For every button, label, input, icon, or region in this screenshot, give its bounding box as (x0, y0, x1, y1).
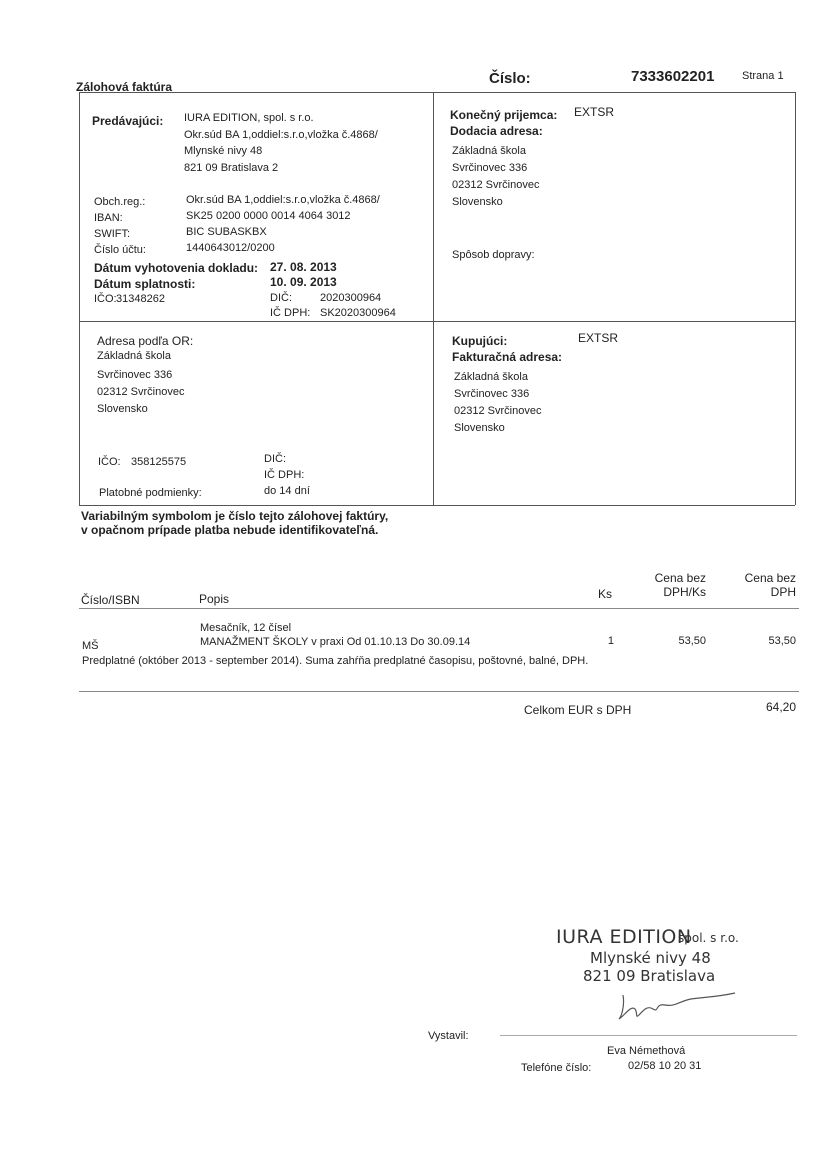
stamp-company-suffix: spol. s r.o. (678, 931, 739, 945)
seller-ico-label: IČO: (94, 293, 117, 305)
item-unit-price: 53,50 (678, 635, 706, 647)
box-middle-border (79, 321, 795, 322)
swift-label: SWIFT: (94, 228, 131, 240)
table-bottom-divider (79, 691, 799, 692)
iban-label: IBAN: (94, 212, 123, 224)
total-value: 64,20 (765, 700, 796, 714)
invoice-address-label: Fakturačná adresa: (452, 350, 563, 364)
col-header-unit-price: Cena bez (654, 571, 706, 585)
col-header-total-price: Cena bez (744, 571, 796, 585)
delivery-line: 02312 Svrčinovec (452, 179, 540, 191)
item-code: MŠ (82, 640, 99, 652)
signature (605, 975, 745, 1025)
delivery-line: Slovensko (452, 196, 503, 208)
phone-value: 02/58 10 20 31 (628, 1060, 702, 1072)
box-right-border (795, 92, 796, 505)
seller-dic-label: DIČ: (270, 292, 292, 304)
stamp-street: Mlynské nivy 48 (590, 949, 711, 967)
reg-value: Okr.súd BA 1,oddiel:s.r.o,vložka č.4868/ (186, 194, 380, 206)
item-qty: 1 (607, 635, 614, 647)
issue-date: 27. 08. 2013 (270, 260, 337, 274)
col-header-total-price: DPH (770, 585, 796, 599)
seller-line: Mlynské nivy 48 (184, 145, 263, 157)
transport-label: Spôsob dopravy: (452, 249, 535, 261)
col-header-isbn: Číslo/ISBN (81, 593, 140, 607)
variable-symbol-notice: Variabilným symbolom je číslo tejto zálohovej faktúry, (81, 509, 389, 523)
seller-line: IURA EDITION, spol. s r.o. (184, 112, 314, 124)
account-label: Číslo účtu: (94, 244, 146, 256)
box-center-divider (433, 92, 434, 505)
due-date: 10. 09. 2013 (270, 275, 337, 289)
recipient-label: Konečný prijemca: (450, 108, 558, 122)
or-address-line: 02312 Svrčinovec (97, 386, 185, 398)
payment-terms-label: Platobné podmienky: (99, 487, 202, 499)
issued-by-label: Vystavil: (428, 1030, 469, 1042)
issue-date-label: Dátum vyhotovenia dokladu: (94, 261, 259, 275)
invoice-address-line: 02312 Svrčinovec (454, 405, 542, 417)
buyer-icdph-label: IČ DPH: (264, 469, 305, 481)
delivery-line: Svrčinovec 336 (452, 162, 528, 174)
seller-dic-value: 2020300964 (320, 292, 382, 304)
buyer-label: Kupujúci: (452, 334, 508, 348)
seller-icdph-label: IČ DPH: (270, 307, 311, 319)
or-address-line: Slovensko (97, 403, 148, 415)
page-number: Strana 1 (742, 70, 784, 82)
iban-value: SK25 0200 0000 0014 4064 3012 (186, 210, 351, 222)
item-desc-line: Mesačník, 12 čísel (200, 622, 292, 634)
seller-label: Predávajúci: (92, 114, 164, 128)
document-title: Zálohová faktúra (76, 80, 173, 94)
buyer-ico-value: 358125575 (131, 456, 187, 468)
seller-line: Okr.súd BA 1,oddiel:s.r.o,vložka č.4868/ (184, 129, 378, 141)
item-total-price: 53,50 (768, 635, 796, 647)
item-note: Predplatné (október 2013 - september 2014). Suma zahŕňa predplatné časopisu, poštovné, balné, DPH. (82, 655, 589, 667)
delivery-address-label: Dodacia adresa: (450, 124, 543, 138)
box-top-border (79, 92, 795, 93)
seller-ico-value: 31348262 (116, 293, 165, 305)
delivery-line: Základná škola (452, 145, 526, 157)
seller-icdph-value: SK2020300964 (320, 307, 396, 319)
variable-symbol-notice: v opačnom prípade platba nebude identifikovateľná. (81, 523, 379, 537)
swift-value: BIC SUBASKBX (186, 226, 267, 238)
or-address-line: Svrčinovec 336 (97, 369, 173, 381)
col-header-description: Popis (199, 592, 230, 606)
box-bottom-border (79, 505, 795, 506)
or-address-line: Základná škola (97, 350, 171, 362)
buyer-code: EXTSR (578, 331, 619, 345)
item-desc-line: MANAŽMENT ŠKOLY v praxi Od 01.10.13 Do 30.09.14 (200, 636, 471, 648)
or-address-label: Adresa podľa OR: (97, 334, 194, 348)
table-header-divider (79, 608, 799, 609)
col-header-unit-price: DPH/Ks (663, 585, 706, 599)
invoice-number-label: Číslo: (489, 70, 531, 87)
recipient-code: EXTSR (574, 105, 615, 119)
buyer-dic-label: DIČ: (264, 453, 286, 465)
payment-terms-value: do 14 dní (264, 485, 310, 497)
stamp-company-name: IURA EDITION (556, 926, 692, 948)
invoice-address-line: Základná škola (454, 371, 528, 383)
invoice-number: 7333602201 (631, 68, 715, 85)
phone-label: Telefóne číslo: (521, 1062, 592, 1074)
box-left-border (79, 92, 80, 505)
issuer-name: Eva Némethová (607, 1045, 686, 1057)
invoice-address-line: Svrčinovec 336 (454, 388, 530, 400)
account-value: 1440643012/0200 (186, 242, 275, 254)
total-label: Celkom EUR s DPH (524, 703, 632, 717)
stamp-city: 821 09 Bratislava (583, 967, 716, 985)
signature-line (500, 1035, 797, 1036)
buyer-ico-label: IČO: (98, 456, 121, 468)
reg-label: Obch.reg.: (94, 196, 146, 208)
seller-line: 821 09 Bratislava 2 (184, 162, 279, 174)
invoice-address-line: Slovensko (454, 422, 505, 434)
col-header-qty: Ks (598, 587, 613, 601)
due-date-label: Dátum splatnosti: (94, 277, 196, 291)
